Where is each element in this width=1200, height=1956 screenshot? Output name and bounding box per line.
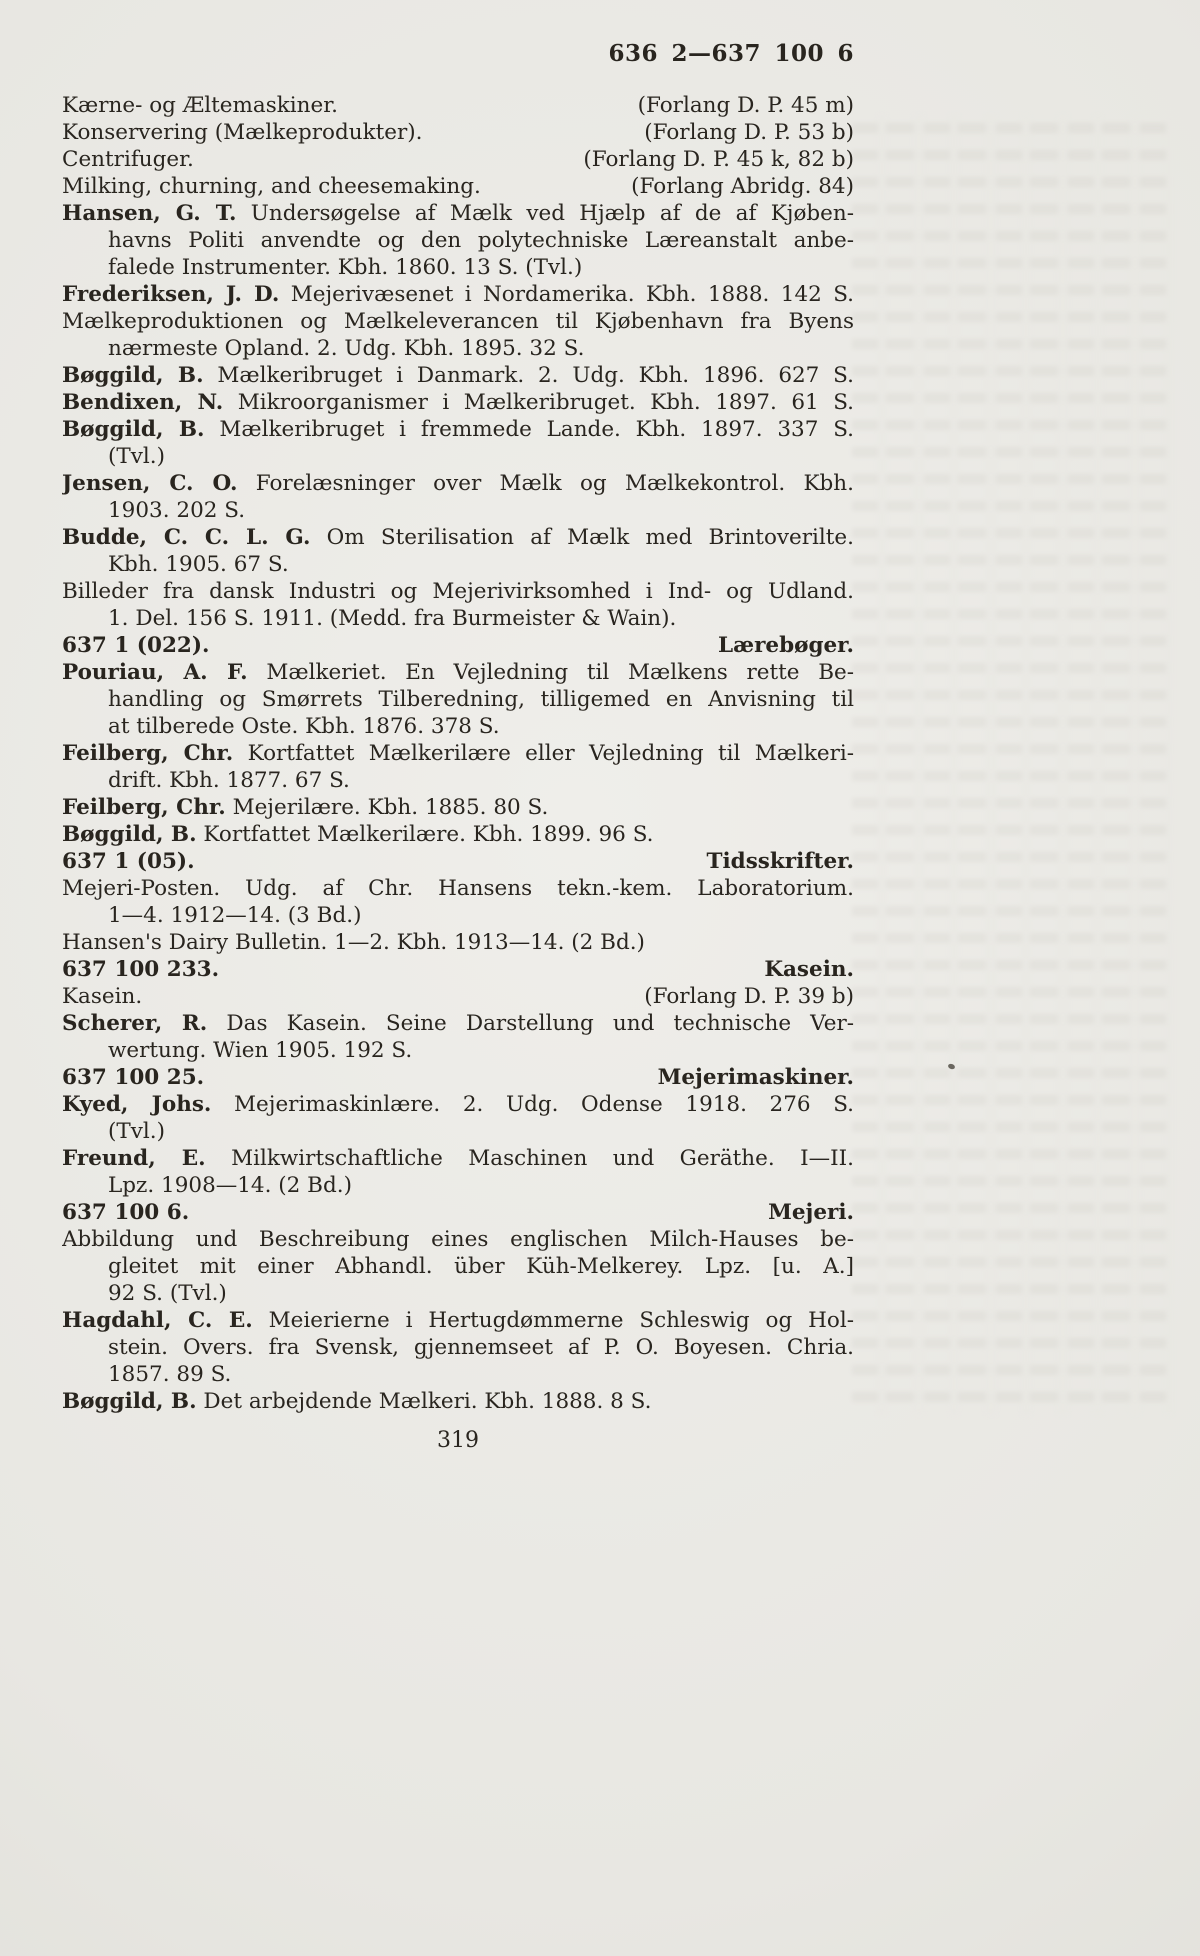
catalog-line-label: Kærne- og Æltemaskiner. xyxy=(62,93,338,118)
entry-line: Abbildung und Beschreibung eines englischen Milch-Hauses be- xyxy=(62,1227,854,1252)
entry-line: Frederiksen, J. D. Mejerivæsenet i Nordamerika. Kbh. 1888. 142 S. xyxy=(62,282,854,307)
entry-line: Kyed, Johs. Mejerimaskinlære. 2. Udg. Odense 1918. 276 S. xyxy=(62,1092,854,1117)
section-number: 637 1 (022). xyxy=(62,633,210,658)
running-head-classification: 636 2—637 100 6 xyxy=(608,40,854,67)
entry-list xyxy=(62,92,854,1415)
section-number: 637 100 233. xyxy=(62,957,220,982)
entry-line: Hansen, G. T. Undersøgelse af Mælk ved Hjælp af de af Kjøben- xyxy=(62,201,854,226)
section-title: Kasein. xyxy=(764,957,854,982)
entry-author: Bendixen, N. xyxy=(62,390,224,415)
entry-line: Billeder fra dansk Industri og Mejerivirksomhed i Ind- og Udland. xyxy=(62,579,854,604)
entry-line: Bendixen, N. Mikroorganismer i Mælkeribruget. Kbh. 1897. 61 S. xyxy=(62,390,854,415)
section-row xyxy=(62,848,854,875)
catalog-line-label: Konservering (Mælkeprodukter). xyxy=(62,120,423,145)
entry-line: Budde, C. C. L. G. Om Sterilisation af Mælk med Brintoverilte. xyxy=(62,525,854,550)
entry-line: Freund, E. Milkwirtschaftliche Maschinen und Geräthe. I—II. xyxy=(62,1146,854,1171)
catalog-line xyxy=(62,119,854,146)
entry-author: Frederiksen, J. D. xyxy=(62,282,280,307)
section-title: Mejerimaskiner. xyxy=(657,1065,854,1090)
forlang-reference: (Forlang D. P. 39 b) xyxy=(644,984,854,1009)
section-title: Mejeri. xyxy=(768,1200,854,1225)
entry-line: Jensen, C. O. Forelæsninger over Mælk og Mælkekontrol. Kbh. xyxy=(62,471,854,496)
entry-author: Scherer, R. xyxy=(62,1011,208,1036)
running-head xyxy=(62,40,854,67)
section-number: 637 1 (05). xyxy=(62,849,195,874)
entry-line: Scherer, R. Das Kasein. Seine Darstellung und technische Ver- xyxy=(62,1011,854,1036)
section-number: 637 100 6. xyxy=(62,1200,190,1225)
entry-line: Bøggild, B. Kortfattet Mælkerilære. Kbh. 1899. 96 S. xyxy=(62,822,654,847)
entry-line: falede Instrumenter. Kbh. 1860. 13 S. (Tvl.) xyxy=(108,255,583,280)
section-row xyxy=(62,1199,854,1226)
entry-line: (Tvl.) xyxy=(108,1119,165,1144)
section-title: Lærebøger. xyxy=(717,633,854,658)
forlang-reference: (Forlang D. P. 45 k, 82 b) xyxy=(583,147,854,172)
entry-line: Lpz. 1908—14. (2 Bd.) xyxy=(108,1173,352,1198)
entry-author: Bøggild, B. xyxy=(62,1389,197,1414)
entry-line: havns Politi anvendte og den polytechniske Læreanstalt anbe- xyxy=(108,228,854,253)
section-number: 637 100 25. xyxy=(62,1065,205,1090)
entry-line: at tilberede Oste. Kbh. 1876. 378 S. xyxy=(108,714,500,739)
section-title: Tidsskrifter. xyxy=(706,849,854,874)
entry-line: wertung. Wien 1905. 192 S. xyxy=(108,1038,413,1063)
entry-author: Hansen, G. T. xyxy=(62,201,237,226)
catalog-line xyxy=(62,983,854,1010)
entry-line: 1857. 89 S. xyxy=(108,1362,232,1387)
entry-author: Budde, C. C. L. G. xyxy=(62,525,311,550)
entry-author: Bøggild, B. xyxy=(62,417,205,442)
entry-line: drift. Kbh. 1877. 67 S. xyxy=(108,768,350,793)
section-row xyxy=(62,956,854,983)
entry-line: nærmeste Opland. 2. Udg. Kbh. 1895. 32 S. xyxy=(108,336,585,361)
entry-line: Kbh. 1905. 67 S. xyxy=(108,552,289,577)
catalog-line xyxy=(62,173,854,200)
section-row xyxy=(62,1064,854,1091)
catalog-line-label: Milking, churning, and cheesemaking. xyxy=(62,174,481,199)
forlang-reference: (Forlang Abridg. 84) xyxy=(631,174,854,199)
entry-line: 1—4. 1912—14. (3 Bd.) xyxy=(108,903,362,928)
entry-line: 1903. 202 S. xyxy=(108,498,246,523)
entry-line: Mælkeproduktionen og Mælkeleverancen til Kjøbenhavn fra Byens xyxy=(62,309,854,334)
entry-line: handling og Smørrets Tilberedning, tilligemed en Anvisning til xyxy=(108,687,854,712)
entry-line: Bøggild, B. Mælkeribruget i Danmark. 2. Udg. Kbh. 1896. 627 S. xyxy=(62,363,854,388)
entry-line: stein. Overs. fra Svensk, gjennemseet af P. O. Boyesen. Chria. xyxy=(108,1335,854,1360)
entry-author: Freund, E. xyxy=(62,1146,206,1171)
entry-author: Hagdahl, C. E. xyxy=(62,1308,253,1333)
entry-author: Kyed, Johs. xyxy=(62,1092,212,1117)
catalog-line xyxy=(62,146,854,173)
page-number: 319 xyxy=(437,1428,479,1453)
entry-line: Bøggild, B. Mælkeribruget i fremmede Lande. Kbh. 1897. 337 S. xyxy=(62,417,854,442)
entry-line: Feilberg, Chr. Mejerilære. Kbh. 1885. 80 S. xyxy=(62,795,549,820)
entry-line: (Tvl.) xyxy=(108,444,165,469)
entry-author: Pouriau, A. F. xyxy=(62,660,248,685)
entry-line: Pouriau, A. F. Mælkeriet. En Vejledning til Mælkens rette Be- xyxy=(62,660,854,685)
forlang-reference: (Forlang D. P. 45 m) xyxy=(637,93,854,118)
catalog-line-label: Kasein. xyxy=(62,984,143,1009)
entry-line: 92 S. (Tvl.) xyxy=(108,1281,227,1306)
entry-line: Hagdahl, C. E. Meierierne i Hertugdømmerne Schleswig og Hol- xyxy=(62,1308,854,1333)
entry-line: gleitet mit einer Abhandl. über Küh-Melkerey. Lpz. [u. A.] xyxy=(108,1254,854,1279)
entry-line: Mejeri-Posten. Udg. af Chr. Hansens tekn.-kem. Laboratorium. xyxy=(62,876,854,901)
catalog-line-label: Centrifuger. xyxy=(62,147,194,172)
entry-author: Bøggild, B. xyxy=(62,363,204,388)
entry-line: Bøggild, B. Det arbejdende Mælkeri. Kbh. 1888. 8 S. xyxy=(62,1389,652,1414)
entry-line: Feilberg, Chr. Kortfattet Mælkerilære eller Vejledning til Mælkeri- xyxy=(62,741,854,766)
entry-author: Feilberg, Chr. xyxy=(62,795,226,820)
section-row xyxy=(62,632,854,659)
bleed-through-ghost-text xyxy=(852,115,1172,1415)
entry-author: Feilberg, Chr. xyxy=(62,741,234,766)
catalog-line xyxy=(62,92,854,119)
entry-line: Hansen's Dairy Bulletin. 1—2. Kbh. 1913—14. (2 Bd.) xyxy=(62,930,645,955)
forlang-reference: (Forlang D. P. 53 b) xyxy=(644,120,854,145)
entry-author: Jensen, C. O. xyxy=(62,471,238,496)
entry-line: 1. Del. 156 S. 1911. (Medd. fra Burmeister & Wain). xyxy=(108,606,677,631)
dust-speck xyxy=(947,1063,955,1070)
entry-author: Bøggild, B. xyxy=(62,822,197,847)
